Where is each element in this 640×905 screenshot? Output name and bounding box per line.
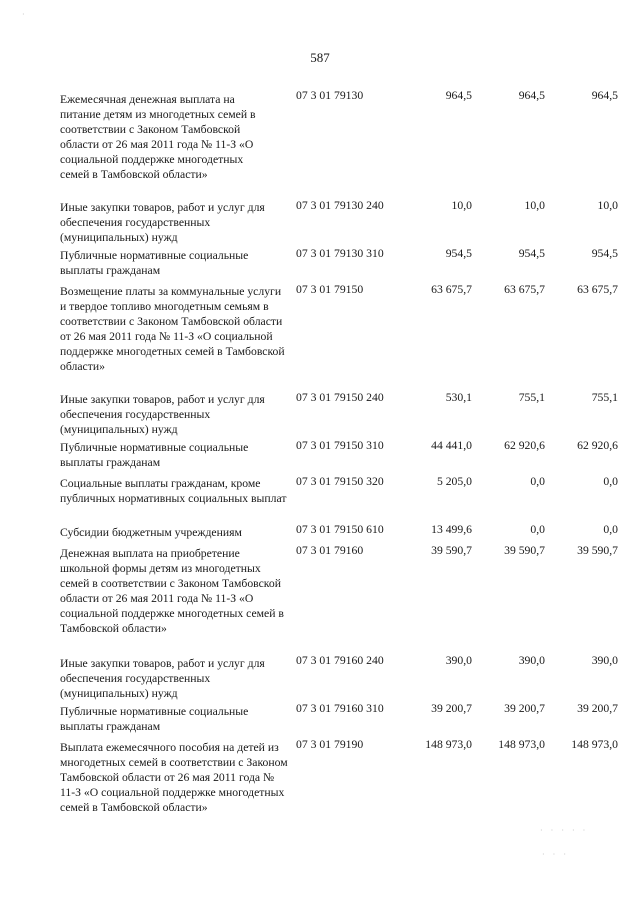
row-code: 07 3 01 79130 240 [296,199,384,212]
row-value-3: 10,0 [597,199,618,212]
row-name: Социальные выплаты гражданам, кроме публичных нормативных социальных выплат [60,477,287,505]
row-value-1: 63 675,7 [431,283,472,296]
row-code: 07 3 01 79150 610 [296,523,384,536]
row-code: 07 3 01 79150 240 [296,391,384,404]
row-name: Денежная выплата на приобретение школьной формы детям из многодетных семей в соответствии с Законом Тамбовской области от 26 мая 2011 года № 11-З «О социальной поддержке многодетных семей в Тамбовской области» [60,547,284,635]
row-value-3: 62 920,6 [577,439,618,452]
row-code: 07 3 01 79130 [296,89,364,102]
row-value-3: 755,1 [591,391,618,404]
row-code: 07 3 01 79150 310 [296,439,384,452]
row-value-3: 148 973,0 [571,738,618,751]
page-number: 587 [310,50,330,65]
row-value-3: 0,0 [603,475,618,488]
row-value-2: 964,5 [518,89,545,102]
row-code: 07 3 01 79190 [296,738,364,751]
row-name: Публичные нормативные социальные выплаты гражданам [60,705,249,733]
row-value-1: 954,5 [445,247,472,260]
row-name: Публичные нормативные социальные выплаты гражданам [60,441,249,469]
row-value-2: 390,0 [518,654,545,667]
row-value-3: 0,0 [603,523,618,536]
row-name: Иные закупки товаров, работ и услуг для обеспечения государственных (муниципальных) нужд [60,201,265,244]
row-value-3: 390,0 [591,654,618,667]
row-value-1: 530,1 [445,391,472,404]
scan-speck: · [22,10,25,19]
row-value-3: 954,5 [591,247,618,260]
row-value-1: 390,0 [445,654,472,667]
row-value-2: 148 973,0 [498,738,545,751]
row-name: Иные закупки товаров, работ и услуг для обеспечения государственных (муниципальных) нужд [60,393,265,436]
row-name: Выплата ежемесячного пособия на детей из многодетных семей в соответствии с Законом Тамбовской области от 26 мая 2011 года № 11-З «О социальной поддержке многодетных семей в Тамбовской области» [60,741,288,814]
row-value-1: 13 499,6 [431,523,472,536]
row-name: Публичные нормативные социальные выплаты гражданам [60,249,249,277]
row-value-1: 39 590,7 [431,544,472,557]
row-value-2: 0,0 [530,523,545,536]
row-name: Иные закупки товаров, работ и услуг для обеспечения государственных (муниципальных) нужд [60,657,265,700]
row-value-2: 755,1 [518,391,545,404]
scan-speck: · · · · · [540,826,589,835]
row-value-2: 10,0 [524,199,545,212]
row-value-2: 0,0 [530,475,545,488]
row-name: Возмещение платы за коммунальные услуги и твердое топливо многодетным семьям в соответствии с Законом Тамбовской области от 26 мая 2011 года № 11-З «О социальной поддержке многодетных семей в Тамбовской области» [60,285,285,373]
row-value-2: 62 920,6 [504,439,545,452]
scan-speck: · · · [542,850,569,859]
row-code: 07 3 01 79130 310 [296,247,384,260]
row-value-1: 964,5 [445,89,472,102]
row-code: 07 3 01 79160 240 [296,654,384,667]
row-code: 07 3 01 79150 320 [296,475,384,488]
row-value-3: 39 200,7 [577,702,618,715]
row-value-2: 63 675,7 [504,283,545,296]
row-value-3: 63 675,7 [577,283,618,296]
row-value-1: 39 200,7 [431,702,472,715]
row-value-3: 964,5 [591,89,618,102]
row-code: 07 3 01 79160 310 [296,702,384,715]
row-value-2: 954,5 [518,247,545,260]
row-value-1: 148 973,0 [425,738,472,751]
row-value-1: 44 441,0 [431,439,472,452]
row-value-3: 39 590,7 [577,544,618,557]
row-value-1: 10,0 [451,199,472,212]
row-name: Ежемесячная денежная выплата на питание детям из многодетных семей в соответствии с Законом Тамбовской области от 26 мая 2011 года № 11-З «О социальной поддержке многодетных семей в Тамбовской области» [60,93,256,181]
row-value-1: 5 205,0 [436,475,472,488]
row-name: Субсидии бюджетным учреждениям [60,526,242,539]
row-code: 07 3 01 79150 [296,283,364,296]
row-value-2: 39 590,7 [504,544,545,557]
row-value-2: 39 200,7 [504,702,545,715]
row-code: 07 3 01 79160 [296,544,364,557]
